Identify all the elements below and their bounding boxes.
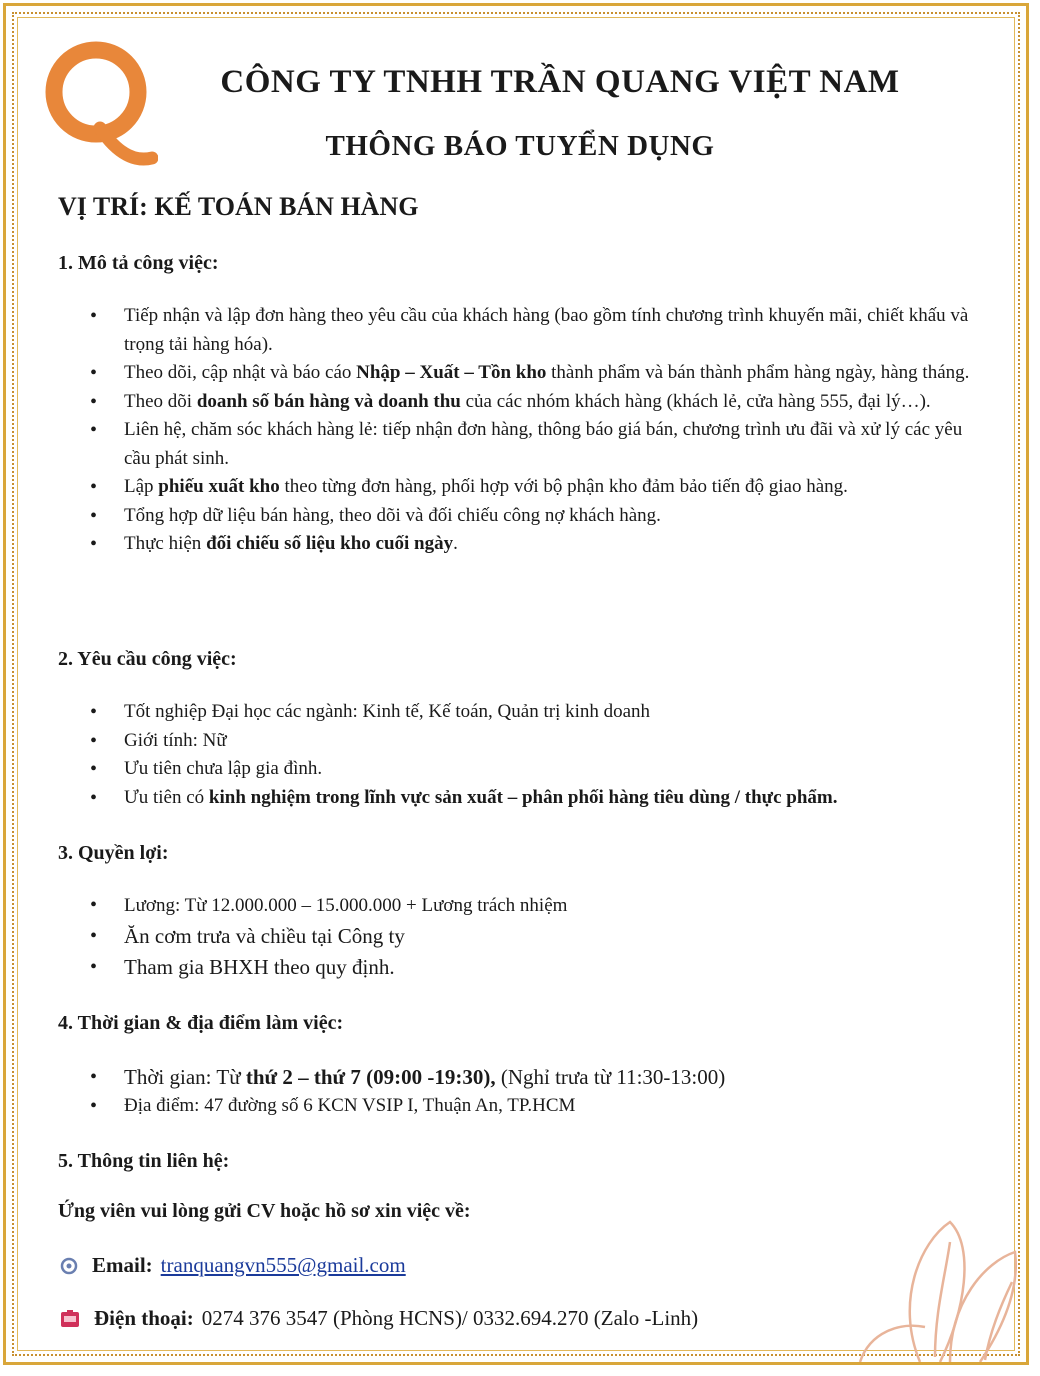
email-label: Email: [92,1253,153,1277]
list-item: • Ăn cơm trưa và chiều tại Công ty [88,921,988,952]
section-job-title: 1. Mô tả công việc: [58,252,219,274]
list-item: • Lương: Từ 12.000.000 – 15.000.000 + Lương trách nhiệm [88,890,988,921]
company-name: CÔNG TY TNHH TRẦN QUANG VIỆT NAM [220,64,900,100]
benefits-list [88,890,988,983]
list-item: • Tiếp nhận và lập đơn hàng theo yêu cầu của khách hàng (bao gồm tính chương trình khuyến mãi, chiết khấu và trọng tải hàng hóa). [88,302,988,359]
email-link[interactable]: tranquangvn555@gmail.com [160,1253,406,1277]
list-item: • Tham gia BHXH theo quy định. [88,952,988,983]
list-item: • Thực hiện đối chiếu số liệu kho cuối ngày. [88,530,988,559]
list-item: • Ưu tiên có kinh nghiệm trong lĩnh vực sản xuất – phân phối hàng tiêu dùng / thực phẩm. [88,784,988,813]
list-item: • Thời gian: Từ thứ 2 – thứ 7 (09:00 -19:30), (Nghỉ trưa từ 11:30-13:00) [88,1063,988,1092]
list-item: • Theo dõi, cập nhật và báo cáo Nhập – Xuất – Tồn kho thành phẩm và bán thành phẩm hàng ngày, hàng tháng. [88,359,988,388]
list-item: • Tổng hợp dữ liệu bán hàng, theo dõi và đối chiếu công nợ khách hàng. [88,502,988,531]
phone-label: Điện thoại: [94,1306,194,1330]
list-item: • Liên hệ, chăm sóc khách hàng lẻ: tiếp nhận đơn hàng, thông báo giá bán, chương trình ưu đãi và xử lý các yêu cầu phát sinh. [88,416,988,473]
phone-number: 0274 376 3547 (Phòng HCNS)/ 0332.694.270 (Zalo -Linh) [201,1306,699,1330]
time-place-list [88,1063,988,1120]
phone-icon [60,1310,80,1328]
job-position: VỊ TRÍ: KẾ TOÁN BÁN HÀNG [58,192,419,221]
requirements-list [88,698,988,812]
email-icon [60,1257,78,1275]
company-logo [38,30,158,170]
list-item: • Lập phiếu xuất kho theo từng đơn hàng, phối hợp với bộ phận kho đảm bảo tiến độ giao hàng. [88,473,988,502]
job-description-list [88,302,988,559]
list-item: • Theo dõi doanh số bán hàng và doanh thu của các nhóm khách hàng (khách lẻ, cửa hàng 555, đại lý…). [88,388,988,417]
contact-intro: Ứng viên vui lòng gửi CV hoặc hồ sơ xin việc về: [58,1200,471,1222]
phone-row [60,1306,698,1331]
section-contact-title: 5. Thông tin liên hệ: [58,1150,230,1172]
section-benefits-title: 3. Quyền lợi: [58,842,169,864]
section-time-place-title: 4. Thời gian & địa điểm làm việc: [58,1012,344,1034]
notice-title: THÔNG BÁO TUYỂN DỤNG [325,130,715,162]
list-item: • Địa điểm: 47 đường số 6 KCN VSIP I, Thuận An, TP.HCM [88,1092,988,1121]
list-item: • Giới tính: Nữ [88,727,988,756]
section-requirements-title: 2. Yêu cầu công việc: [58,648,237,670]
list-item: • Ưu tiên chưa lập gia đình. [88,755,988,784]
list-item: • Tốt nghiệp Đại học các ngành: Kinh tế, Kế toán, Quản trị kinh doanh [88,698,988,727]
email-row [60,1253,406,1278]
decorative-petals [800,1182,1020,1362]
